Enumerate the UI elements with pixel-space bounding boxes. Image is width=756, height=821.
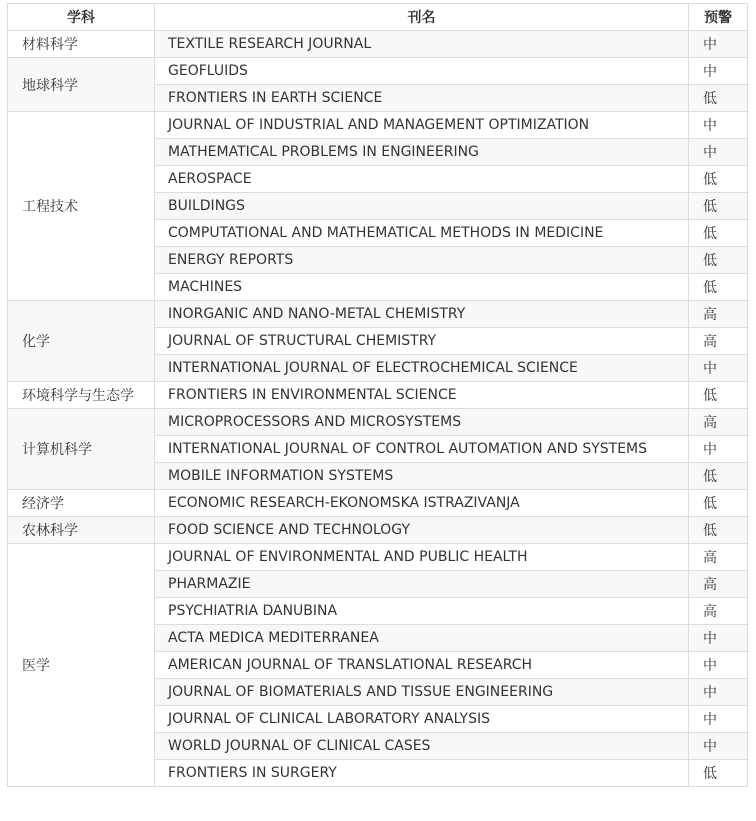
- warning-level-cell: 中: [689, 625, 748, 652]
- header-subject: 学科: [8, 4, 155, 31]
- warning-level-cell: 中: [689, 139, 748, 166]
- journal-name-cell: FOOD SCIENCE AND TECHNOLOGY: [155, 517, 689, 544]
- header-warning: 预警: [689, 4, 748, 31]
- table-row: [8, 112, 748, 139]
- table-row: [8, 31, 748, 58]
- table-row: [8, 544, 748, 571]
- journal-name-cell: AMERICAN JOURNAL OF TRANSLATIONAL RESEARCH: [155, 652, 689, 679]
- warning-level-cell: 低: [689, 166, 748, 193]
- warning-level-cell: 高: [689, 328, 748, 355]
- warning-level-cell: 中: [689, 58, 748, 85]
- journal-name-cell: ACTA MEDICA MEDITERRANEA: [155, 625, 689, 652]
- warning-level-cell: 低: [689, 760, 748, 787]
- subject-cell: 农林科学: [8, 517, 155, 544]
- warning-level-cell: 中: [689, 652, 748, 679]
- journal-warning-table: [7, 3, 748, 787]
- warning-level-cell: 低: [689, 517, 748, 544]
- subject-cell: 化学: [8, 301, 155, 382]
- journal-name-cell: MACHINES: [155, 274, 689, 301]
- warning-level-cell: 低: [689, 193, 748, 220]
- table-row: [8, 58, 748, 85]
- subject-cell: 经济学: [8, 490, 155, 517]
- journal-name-cell: JOURNAL OF ENVIRONMENTAL AND PUBLIC HEALTH: [155, 544, 689, 571]
- warning-level-cell: 低: [689, 490, 748, 517]
- journal-name-cell: INTERNATIONAL JOURNAL OF ELECTROCHEMICAL SCIENCE: [155, 355, 689, 382]
- warning-level-cell: 高: [689, 544, 748, 571]
- subject-cell: 计算机科学: [8, 409, 155, 490]
- table-body: [8, 31, 748, 787]
- journal-name-cell: MOBILE INFORMATION SYSTEMS: [155, 463, 689, 490]
- warning-level-cell: 中: [689, 355, 748, 382]
- warning-level-cell: 低: [689, 382, 748, 409]
- table-row: [8, 490, 748, 517]
- journal-name-cell: PHARMAZIE: [155, 571, 689, 598]
- subject-cell: 环境科学与生态学: [8, 382, 155, 409]
- warning-level-cell: 高: [689, 409, 748, 436]
- journal-name-cell: BUILDINGS: [155, 193, 689, 220]
- subject-cell: 地球科学: [8, 58, 155, 112]
- warning-level-cell: 低: [689, 463, 748, 490]
- warning-level-cell: 中: [689, 679, 748, 706]
- journal-name-cell: FRONTIERS IN SURGERY: [155, 760, 689, 787]
- table-row: [8, 517, 748, 544]
- journal-name-cell: JOURNAL OF BIOMATERIALS AND TISSUE ENGINEERING: [155, 679, 689, 706]
- journal-name-cell: WORLD JOURNAL OF CLINICAL CASES: [155, 733, 689, 760]
- journal-name-cell: JOURNAL OF INDUSTRIAL AND MANAGEMENT OPTIMIZATION: [155, 112, 689, 139]
- table-header: [8, 4, 748, 31]
- warning-level-cell: 高: [689, 571, 748, 598]
- header-journal: 刊名: [155, 4, 689, 31]
- journal-name-cell: JOURNAL OF CLINICAL LABORATORY ANALYSIS: [155, 706, 689, 733]
- warning-level-cell: 低: [689, 274, 748, 301]
- journal-name-cell: MATHEMATICAL PROBLEMS IN ENGINEERING: [155, 139, 689, 166]
- warning-level-cell: 低: [689, 247, 748, 274]
- table-row: [8, 382, 748, 409]
- warning-level-cell: 高: [689, 301, 748, 328]
- journal-name-cell: JOURNAL OF STRUCTURAL CHEMISTRY: [155, 328, 689, 355]
- warning-level-cell: 中: [689, 31, 748, 58]
- table-row: [8, 409, 748, 436]
- journal-name-cell: AEROSPACE: [155, 166, 689, 193]
- journal-name-cell: FRONTIERS IN ENVIRONMENTAL SCIENCE: [155, 382, 689, 409]
- subject-cell: 材料科学: [8, 31, 155, 58]
- journal-name-cell: INTERNATIONAL JOURNAL OF CONTROL AUTOMATION AND SYSTEMS: [155, 436, 689, 463]
- warning-level-cell: 中: [689, 112, 748, 139]
- warning-level-cell: 中: [689, 706, 748, 733]
- journal-name-cell: FRONTIERS IN EARTH SCIENCE: [155, 85, 689, 112]
- journal-name-cell: ECONOMIC RESEARCH-EKONOMSKA ISTRAZIVANJA: [155, 490, 689, 517]
- table-row: [8, 301, 748, 328]
- warning-level-cell: 高: [689, 598, 748, 625]
- warning-level-cell: 低: [689, 85, 748, 112]
- journal-name-cell: GEOFLUIDS: [155, 58, 689, 85]
- warning-level-cell: 低: [689, 220, 748, 247]
- header-row: [8, 4, 748, 31]
- subject-cell: 工程技术: [8, 112, 155, 301]
- warning-level-cell: 中: [689, 733, 748, 760]
- journal-name-cell: TEXTILE RESEARCH JOURNAL: [155, 31, 689, 58]
- journal-name-cell: ENERGY REPORTS: [155, 247, 689, 274]
- journal-name-cell: INORGANIC AND NANO-METAL CHEMISTRY: [155, 301, 689, 328]
- journal-name-cell: MICROPROCESSORS AND MICROSYSTEMS: [155, 409, 689, 436]
- journal-name-cell: PSYCHIATRIA DANUBINA: [155, 598, 689, 625]
- warning-level-cell: 中: [689, 436, 748, 463]
- journal-name-cell: COMPUTATIONAL AND MATHEMATICAL METHODS IN MEDICINE: [155, 220, 689, 247]
- subject-cell: 医学: [8, 544, 155, 787]
